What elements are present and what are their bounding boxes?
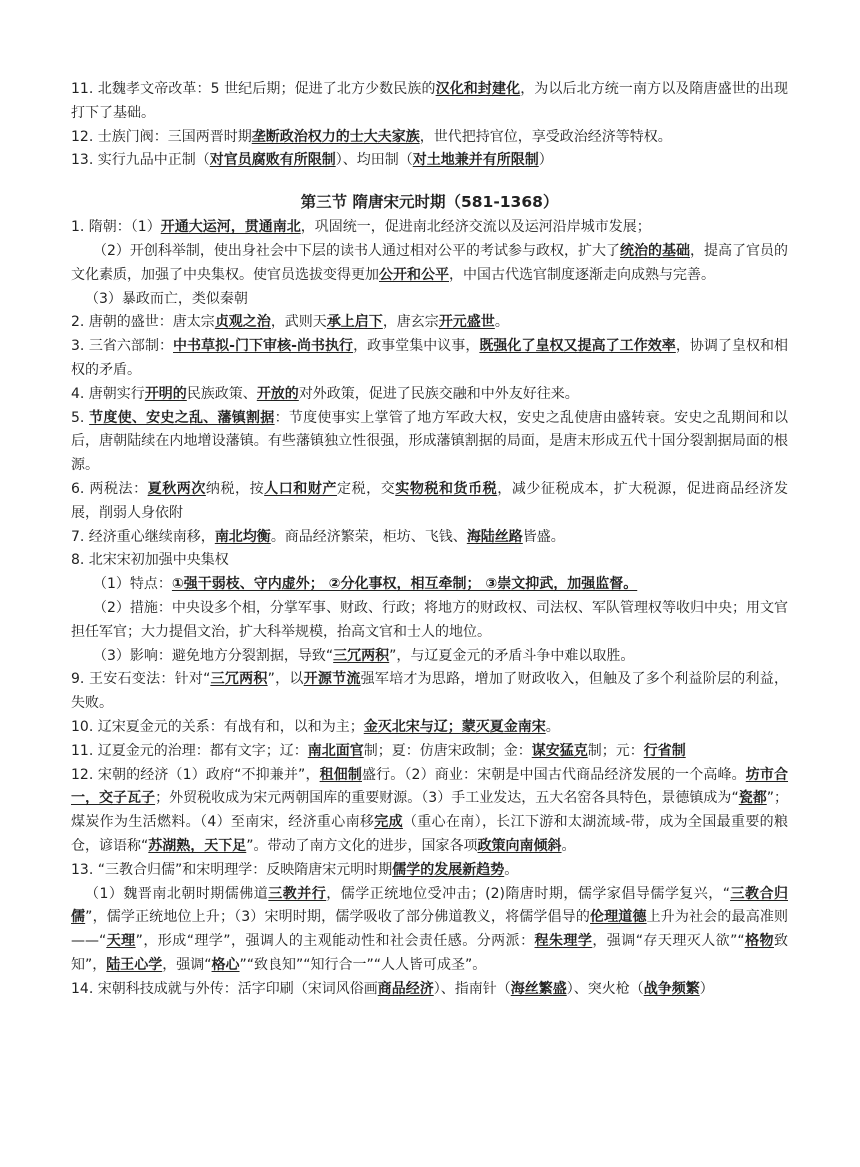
paragraph: [71, 288, 788, 312]
key-term: 对土地兼并有所限制: [412, 152, 539, 169]
text-segment: （1）特点：: [93, 576, 172, 593]
key-term: 坊市合一，交子瓦子: [71, 766, 789, 807]
text-segment: ）: [699, 980, 714, 997]
paragraph: [71, 126, 788, 150]
text-segment: ，中国古代选官制度逐渐走向成熟与完善。: [449, 266, 715, 283]
text-segment: ，世代把持官位，享受政治经济等特权。: [419, 128, 672, 145]
text-segment: 7. 经济重心继续南移，: [71, 528, 215, 545]
paragraph: [71, 335, 788, 383]
text-segment: ，减少征税成本，扩大税源，促进商品经济发展，削弱人身依附: [71, 480, 789, 521]
key-term: 金灭北宋与辽；蒙灭夏金南宋: [363, 718, 546, 735]
text-segment: ，提高了官员的文化素质，加强了中央集权。使官员选拔变得更加: [71, 242, 789, 283]
text-segment: ”；煤炭作为生活燃料。（4）至南宋，经济重心南移: [71, 790, 789, 831]
paragraph: [71, 78, 788, 126]
text-segment: 13. “三教合归儒”和宋明理学：反映隋唐宋元明时期: [71, 861, 393, 878]
key-term: 政策向南倾斜: [477, 837, 562, 854]
text-segment: 12. 士族门阀：三国两晋时期: [71, 128, 252, 145]
text-segment: 。: [561, 837, 576, 854]
key-term: 海陆丝路: [466, 528, 523, 545]
key-term: 三冗两积: [333, 647, 390, 664]
paragraph: [71, 573, 788, 597]
key-term: 公开和公平: [379, 266, 449, 283]
paragraph: [71, 764, 788, 859]
text-segment: 3. 三省六部制：: [71, 338, 174, 355]
key-term: 格心: [211, 956, 240, 973]
text-segment: 1. 隋朝：（1）: [71, 219, 161, 236]
text-segment: ”，儒学正统地位上升；（3）宋明时期，儒学吸收了部分佛道教义，将儒学倡导的: [85, 909, 590, 926]
key-term: 苏湖熟，天下足: [148, 837, 247, 854]
key-term: 承上启下: [326, 314, 383, 331]
paragraph: [71, 407, 788, 478]
text-segment: （重心在南），长江下游和太湖流域-带，成为全国最重要的粮仓，谚语称“: [71, 814, 789, 854]
key-term: 天理: [106, 933, 136, 950]
key-term: 完成: [374, 814, 403, 831]
key-term: 贞观之治: [214, 314, 271, 331]
key-term: 格物: [744, 933, 774, 950]
paragraph: [71, 740, 788, 764]
paragraph: [71, 978, 788, 1002]
text-segment: 定税，交: [337, 480, 396, 497]
text-segment: 12. 宋朝的经济（1）政府“不抑兼并”，: [71, 766, 320, 783]
text-segment: 6. 两税法：: [71, 480, 148, 497]
paragraph: [71, 383, 788, 407]
text-segment: ：节度使事实上掌管了地方军政大权，安史之乱使唐由盛转衰。安史之乱期间和以后，唐朝陆续在内地增设藩镇。有些藩镇独立性很强，形成藩镇割据的局面，是唐末形成五代十国分裂割据局面的根源。: [71, 409, 788, 474]
text-segment: ”，与辽夏金元的矛盾斗争中难以取胜。: [389, 647, 635, 664]
key-term: 节度使、安史之乱、藩镇割据: [89, 409, 275, 426]
text-segment: 。: [504, 861, 519, 878]
text-segment: ，唐玄宗: [382, 314, 439, 331]
paragraph: [71, 149, 788, 173]
key-term: 程朱理学: [534, 933, 593, 950]
paragraph: [71, 311, 788, 335]
key-term: 瓷都: [738, 790, 767, 807]
key-term: 三教合归儒: [71, 885, 789, 926]
text-segment: ”，以: [267, 671, 304, 688]
key-term: 三冗两积: [210, 671, 268, 688]
paragraph: [71, 597, 788, 645]
text-segment: ，巩固统一，促进南北经济交流以及运河沿岸城市发展；: [300, 219, 651, 236]
paragraph: [71, 859, 788, 883]
paragraph: [71, 645, 788, 669]
text-segment: ，强调“存天理灭人欲”“: [592, 933, 745, 950]
text-segment: 11. 北魏孝文帝改革：5 世纪后期；促进了北方少数民族的: [71, 81, 436, 97]
text-segment: 14. 宋朝科技成就与外传：活字印刷（宋词风俗画: [71, 980, 378, 997]
text-segment: ，儒学正统地位受冲击；(2)隋唐时期，儒学家倡导儒学复兴，“: [326, 885, 731, 902]
text-segment: 4. 唐朝实行: [71, 385, 145, 402]
text-segment: ”，形成“理学”，强调人的主观能动性和社会责任感。分两派：: [135, 933, 535, 950]
text-segment: 5.: [71, 409, 90, 426]
key-term: 租佃制: [319, 766, 363, 783]
key-term: 开源节流: [303, 671, 361, 688]
key-term: 战争频繁: [643, 980, 700, 997]
text-segment: 对外政策，促进了民族交融和中外友好往来。: [298, 385, 579, 402]
key-term: 人口和财产: [264, 480, 338, 497]
key-term: ①强干弱枝、守内虚外； ②分化事权，相互牵制； ③崇文抑武，加强监督。: [171, 576, 638, 593]
key-term: 开元盛世: [438, 314, 495, 331]
text-segment: （2）开创科举制，使出身社会中下层的读书人通过相对公平的考试参与政权，扩大了: [93, 242, 620, 259]
text-segment: 纳税，按: [205, 480, 265, 497]
text-segment: 13. 实行九品中正制（: [71, 152, 210, 169]
key-term: 中书草拟-门下审核-尚书执行: [173, 338, 354, 355]
paragraph: [71, 240, 788, 288]
text-segment: 皆盛。: [522, 528, 565, 545]
text-segment: 制；夏：仿唐宋政制；金：: [363, 742, 532, 759]
text-segment: ）、指南针（: [433, 980, 511, 997]
text-segment: ，政事堂集中议事，: [353, 338, 480, 355]
paragraph: [71, 216, 788, 240]
key-term: 统治的基础: [619, 242, 690, 259]
key-term: 开通大运河，贯通南北: [160, 219, 301, 236]
key-term: 谋安猛克: [531, 742, 588, 759]
text-segment: ；外贸税收成为宋元两朝国库的重要财源。（3）手工业发达，五大名窑各具特色，景德镇成为“: [155, 790, 739, 807]
key-term: 对官员腐败有所限制: [209, 152, 336, 169]
text-segment: （1）魏晋南北朝时期儒佛道: [85, 885, 269, 902]
key-term: 儒学的发展新趋势: [392, 861, 505, 878]
key-term: 三教并行: [268, 885, 327, 902]
text-segment: ）: [538, 152, 553, 169]
text-segment: ，为以后北方统一南方以及隋唐盛世的出现打下了基础。: [71, 81, 789, 121]
text-segment: ，协调了皇权和相权的矛盾。: [71, 338, 789, 378]
paragraph: [71, 668, 788, 716]
section-title: [71, 190, 788, 214]
paragraph: [71, 478, 788, 526]
key-term: 汉化和封建化: [435, 81, 521, 97]
key-term: 夏秋两次: [147, 480, 206, 497]
text-segment: 。商品经济繁荣，柜坊、飞钱、: [270, 528, 467, 545]
paragraph: [71, 716, 788, 740]
text-segment: 2. 唐朝的盛世：唐太宗: [71, 314, 215, 331]
paragraph: [71, 526, 788, 550]
text-segment: 10. 辽宋夏金元的关系：有战有和，以和为主；: [71, 718, 364, 735]
key-term: 南北面官: [307, 742, 364, 759]
key-term: 垄断政治权力的士大夫家族: [251, 128, 420, 145]
text-segment: ”。带动了南方文化的进步，国家各项: [246, 837, 478, 854]
text-segment: （2）措施：中央设多个相，分掌军事、财政、行政；将地方的财政权、司法权、军队管理权等收归中央；用文官担任军官；大力提倡文治，扩大科举规模，抬高文官和士人的地位。: [71, 599, 788, 640]
text-segment: 强军培才为思路，增加了财政收入，但触及了多个利益阶层的利益，失败。: [71, 671, 789, 712]
key-term: 伦理道德: [590, 909, 647, 926]
key-term: 南北均衡: [214, 528, 271, 545]
text-segment: ，强调“: [162, 956, 212, 973]
key-term: 商品经济: [377, 980, 434, 997]
text-segment: 11. 辽夏金元的治理：都有文字；辽：: [71, 742, 308, 759]
text-segment: 8. 北宋宋初加强中央集权: [71, 552, 229, 569]
key-term: 海丝繁盛: [510, 980, 567, 997]
text-segment: ”“致良知”“知行合一”“人人皆可成圣”。: [239, 956, 487, 973]
key-term: 实物税和货币税: [395, 480, 498, 497]
text-segment: 9. 王安石变法：针对“: [71, 671, 211, 688]
key-term: 开放的: [256, 385, 299, 402]
text-segment: 上升为社会的最高准则——“: [71, 909, 789, 950]
text-segment: 第三节 隋唐宋元时期（581-1368）: [300, 193, 559, 212]
text-segment: （3）影响：避免地方分裂割据，导致“: [93, 647, 334, 664]
key-term: 行省制: [643, 742, 686, 759]
text-segment: ）、突火枪（: [566, 980, 644, 997]
text-segment: 盛行。（2）商业：宋朝是中国古代商品经济发展的一个高峰。: [362, 766, 746, 783]
key-term: 开明的: [144, 385, 187, 402]
key-term: 既强化了皇权又提高了工作效率: [479, 338, 676, 355]
paragraph: [71, 549, 788, 573]
text-segment: 。: [545, 718, 560, 735]
text-segment: （3）暴政而亡，类似秦朝: [85, 290, 248, 307]
text-segment: 。: [494, 314, 509, 331]
text-segment: 制；元：: [587, 742, 644, 759]
paragraph: [71, 883, 788, 978]
text-segment: 致知”，: [71, 933, 788, 973]
text-segment: ，武则天: [270, 314, 327, 331]
text-segment: ）、均田制（: [335, 152, 413, 169]
text-segment: 民族政策、: [186, 385, 257, 402]
key-term: 陆王心学: [106, 956, 163, 973]
